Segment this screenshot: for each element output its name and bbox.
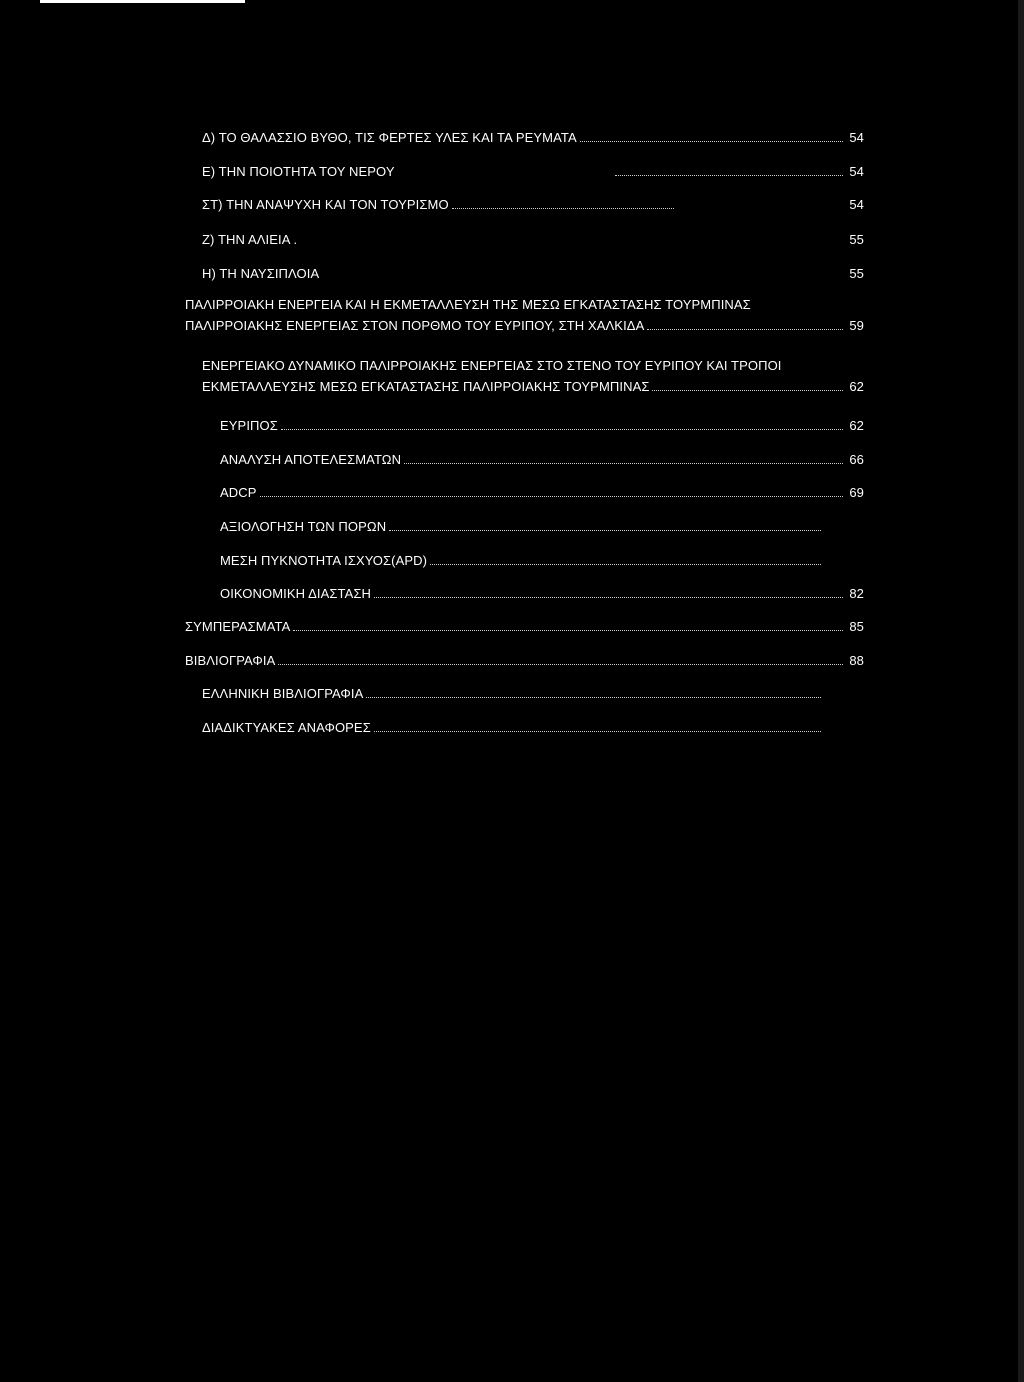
toc-entry-page: 62: [849, 418, 864, 433]
toc-entry-title: Ζ) ΤΗΝ ΑΛΙΕΙΑ .: [202, 232, 298, 247]
toc-entry[interactable]: [202, 197, 864, 213]
toc-entry[interactable]: [220, 519, 842, 535]
toc-entry-page: 62: [849, 379, 864, 394]
toc-entry[interactable]: [220, 553, 842, 569]
dot-leader: [580, 140, 843, 142]
toc-entry-page: 54: [849, 130, 864, 145]
dot-leader: [374, 730, 821, 732]
dot-leader: [389, 529, 821, 531]
dot-leader: [430, 563, 821, 565]
toc-entry[interactable]: [202, 232, 864, 248]
toc-entry[interactable]: [185, 619, 864, 635]
toc-entry-page: 66: [849, 452, 864, 467]
toc-entry-title-line1: ΠΑΛΙΡΡΟΙΑΚΗ ΕΝΕΡΓΕΙΑ ΚΑΙ Η ΕΚΜΕΤΑΛΛΕΥΣΗ ΤΗΣ ΜΕΣΩ ΕΓΚΑΤΑΣΤΑΣΗΣ ΤΟΥΡΜΠΙΝΑΣ: [185, 297, 751, 312]
toc-entry-title: ΔΙΑΔΙΚΤΥΑΚΕΣ ΑΝΑΦΟΡΕΣ: [202, 720, 371, 735]
dot-leader: [615, 174, 843, 176]
toc-entry-page: 55: [849, 232, 864, 247]
dot-leader: [281, 428, 843, 430]
toc-entry[interactable]: [185, 653, 864, 669]
toc-entry[interactable]: [202, 686, 842, 702]
dot-leader: [452, 207, 674, 209]
toc-entry-title: ΑΝΑΛΥΣΗ ΑΠΟΤΕΛΕΣΜΑΤΩΝ: [220, 452, 402, 467]
toc-entry[interactable]: [202, 130, 864, 146]
toc-entry-title: ΕΚΜΕΤΑΛΛΕΥΣΗΣ ΜΕΣΩ ΕΓΚΑΤΑΣΤΑΣΗΣ ΠΑΛΙΡΡΟΙΑΚΗΣ ΤΟΥΡΜΠΙΝΑΣ: [202, 379, 650, 394]
toc-entry-page: 69: [849, 485, 864, 500]
top-edge-bar: [40, 0, 245, 3]
toc-entry-page: 82: [849, 586, 864, 601]
toc-entry-title: ΠΑΛΙΡΡΟΙΑΚΗΣ ΕΝΕΡΓΕΙΑΣ ΣΤΟΝ ΠΟΡΘΜΟ ΤΟΥ ΕΥΡΙΠΟΥ, ΣΤΗ ΧΑΛΚΙΔΑ: [185, 318, 645, 333]
toc-entry-title-line1: ΕΝΕΡΓΕΙΑΚΟ ΔΥΝΑΜΙΚΟ ΠΑΛΙΡΡΟΙΑΚΗΣ ΕΝΕΡΓΕΙΑΣ ΣΤΟ ΣΤΕΝΟ ΤΟΥ ΕΥΡΙΠΟΥ ΚΑΙ ΤΡΟΠΟΙ: [202, 358, 782, 373]
dot-leader: [278, 663, 843, 665]
toc-entry-page: 85: [849, 619, 864, 634]
toc-entry[interactable]: [220, 418, 864, 434]
toc-entry-title: ΣΥΜΠΕΡΑΣΜΑΤΑ: [185, 619, 291, 634]
toc-entry-page: 59: [849, 318, 864, 333]
toc-entry-title: Η) ΤΗ ΝΑΥΣΙΠΛΟΙΑ: [202, 266, 320, 281]
dot-leader: [366, 696, 821, 698]
dot-leader: [647, 328, 843, 330]
toc-entry-multiline[interactable]: [202, 358, 864, 395]
toc-entry-title: ΕΥΡΙΠΟΣ: [220, 418, 278, 433]
toc-entry[interactable]: [220, 485, 864, 501]
toc-entry[interactable]: [202, 164, 864, 180]
toc-entry-page: 54: [849, 164, 864, 179]
toc-entry-title: ADCP: [220, 485, 257, 500]
toc-entry-title: ΟΙΚΟΝΟΜΙΚΗ ΔΙΑΣΤΑΣΗ: [220, 586, 371, 601]
dot-leader: [652, 389, 843, 391]
right-scan-edge: [1018, 0, 1024, 1382]
toc-entry-title: ΕΛΛΗΝΙΚΗ ΒΙΒΛΙΟΓΡΑΦΙΑ: [202, 686, 364, 701]
toc-entry-page: 54: [849, 197, 864, 212]
toc-entry-title: Δ) ΤΟ ΘΑΛΑΣΣΙΟ ΒΥΘΟ, ΤΙΣ ΦΕΡΤΕΣ ΥΛΕΣ ΚΑΙ ΤΑ ΡΕΥΜΑΤΑ: [202, 130, 577, 145]
toc-entry-multiline[interactable]: [185, 297, 864, 334]
toc-entry[interactable]: [220, 452, 864, 468]
toc-entry-title: ΜΕΣΗ ΠΥΚΝΟΤΗΤΑ ΙΣΧΥΟΣ(APD): [220, 553, 428, 568]
toc-entry-title: ΣΤ) ΤΗΝ ΑΝΑΨΥΧΗ ΚΑΙ ΤΟΝ ΤΟΥΡΙΣΜΟ: [202, 197, 449, 212]
dot-leader: [374, 596, 843, 598]
toc-entry-title: ΑΞΙΟΛΟΓΗΣΗ ΤΩΝ ΠΟΡΩΝ: [220, 519, 387, 534]
toc-entry-page: 88: [849, 653, 864, 668]
toc-entry[interactable]: [220, 586, 864, 602]
dot-leader: [293, 629, 843, 631]
toc-entry-title: ΒΙΒΛΙΟΓΡΑΦΙΑ: [185, 653, 276, 668]
toc-entry-title: Ε) ΤΗΝ ΠΟΙΟΤΗΤΑ ΤΟΥ ΝΕΡΟΥ: [202, 164, 395, 179]
toc-entry-page: 55: [849, 266, 864, 281]
toc-entry[interactable]: [202, 266, 864, 282]
dot-leader: [260, 495, 843, 497]
toc-entry[interactable]: [202, 720, 842, 736]
dot-leader: [404, 462, 843, 464]
